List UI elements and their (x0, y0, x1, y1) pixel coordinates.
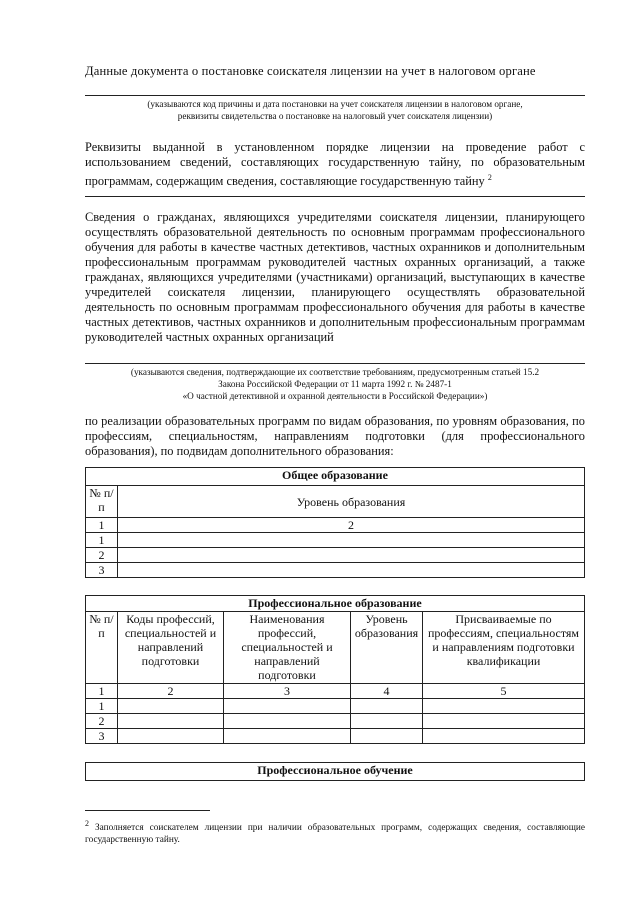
secret-license-field-line[interactable] (85, 196, 585, 197)
level-cell[interactable] (118, 563, 585, 578)
codes-cell[interactable] (118, 729, 224, 744)
col-names-header: Наименования профессий, специальностей и направлений подготовки (224, 612, 351, 684)
index-cell: 5 (423, 684, 585, 699)
names-cell[interactable] (224, 729, 351, 744)
table-row (86, 714, 585, 729)
level-cell[interactable] (351, 729, 423, 744)
footnote-mark: 2 (85, 819, 89, 828)
table-row (86, 563, 585, 578)
row-number: 1 (86, 533, 118, 548)
footnote-separator (85, 810, 210, 811)
professional-training-table (85, 762, 585, 781)
professional-education-table (85, 595, 585, 744)
row-number: 2 (86, 548, 118, 563)
index-cell: 1 (86, 518, 118, 533)
professional-education-title: Профессиональное образование (86, 596, 585, 612)
index-cell: 1 (86, 684, 118, 699)
founders-field-line[interactable] (85, 363, 585, 364)
general-education-table (85, 467, 585, 578)
level-cell[interactable] (118, 533, 585, 548)
col-num-header: № п/п (86, 486, 118, 518)
professional-training-title: Профессиональное обучение (86, 763, 585, 781)
index-cell: 2 (118, 684, 224, 699)
level-cell[interactable] (118, 548, 585, 563)
qualification-cell[interactable] (423, 729, 585, 744)
codes-cell[interactable] (118, 699, 224, 714)
row-number: 1 (86, 699, 118, 714)
footnote: $^2$ Заполняется соискателем лицензии при наличии образовательных программ, содержащих сведения, составляющие государственную тайну. (85, 819, 586, 846)
founders-note: (указываются сведения, подтверждающие их соответствие требованиям, предусмотренным статьей 15.2 Закона Российской Федерации от 11 марта 1992 г. № 2487-1 «О частной детективной и охранной деятельности в Российской Федерации») (130, 367, 540, 401)
secret-license-text: Реквизиты выданной в установленном порядке лицензии на проведение работ с использованием сведений, составляющих государственную тайну, по образовательным программам, содержащим сведения, составляющие государственную тайну $^2$ (85, 140, 585, 189)
tax-registration-field-line[interactable] (85, 95, 585, 96)
index-cell: 3 (224, 684, 351, 699)
level-cell[interactable] (351, 714, 423, 729)
names-cell[interactable] (224, 714, 351, 729)
footnote-ref: 2 (487, 173, 492, 182)
table-row (86, 699, 585, 714)
qualification-cell[interactable] (423, 699, 585, 714)
col-level-header: Уровень образования (351, 612, 423, 684)
col-level-header: Уровень образования (118, 486, 585, 518)
col-num-header: № п/п (86, 612, 118, 684)
table-row (86, 729, 585, 744)
table-row (86, 533, 585, 548)
codes-cell[interactable] (118, 714, 224, 729)
founders-text: Сведения о гражданах, являющихся учредителями соискателя лицензии, планирующего осуществлять образовательной деятельность по основным программам профессионального обучения для работы в качестве частных детективов, частных охранников и дополнительным профессиональным программам руководителей частных охранных организаций, а также гражданах, являющихся учредителями (участниками) организаций, выступающих в качестве учредителей соискателя лицензии, планирующего осуществлять образовательной деятельность по основным программам профессионального обучения для работы в качестве частных детективов, частных охранников и дополнительным профессиональным программам руководителей частных охранных организаций (85, 210, 585, 344)
programs-intro: по реализации образовательных программ по видам образования, по уровням образования, по профессиям, специальностям, направлениям подготовки (для профессионального образования), по подвидам дополнительного образования: (85, 414, 585, 458)
col-codes-header: Коды профессий, специальностей и направлений подготовки (118, 612, 224, 684)
tax-registration-note: (указываются код причины и дата постановки на учет соискателя лицензии в налоговом органе, реквизиты свидетельства о постановке на налоговый учет соискателя лицензии) (147, 99, 523, 121)
tax-registration-label: Данные документа о постановке соискателя лицензии на учет в налоговом органе (85, 64, 536, 78)
index-cell: 2 (118, 518, 585, 533)
row-number: 3 (86, 729, 118, 744)
level-cell[interactable] (351, 699, 423, 714)
names-cell[interactable] (224, 699, 351, 714)
row-number: 3 (86, 563, 118, 578)
general-education-title: Общее образование (86, 468, 585, 486)
index-cell: 4 (351, 684, 423, 699)
col-qualification-header: Присваиваемые по профессиям, специальностям и направлениям подготовки квалификации (423, 612, 585, 684)
table-row (86, 548, 585, 563)
qualification-cell[interactable] (423, 714, 585, 729)
row-number: 2 (86, 714, 118, 729)
